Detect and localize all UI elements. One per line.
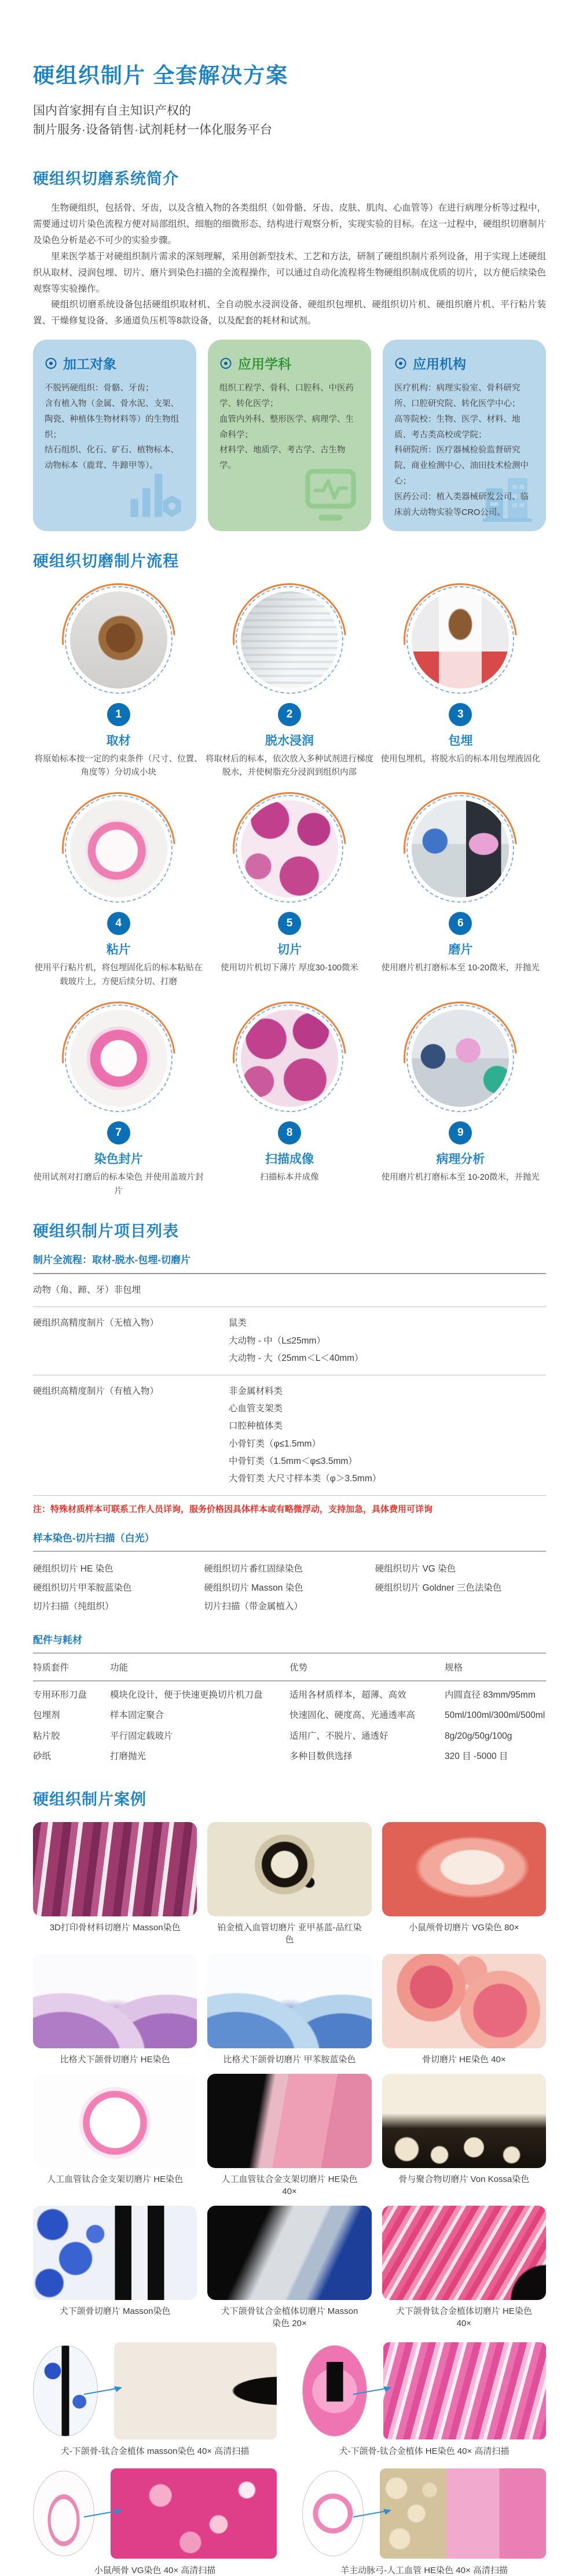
intro-paragraph: 硬组织切磨系统设备包括硬组织取材机、全自动脱水浸润设备、硬组织包埋机、硬组织切片机、硬组织磨片机、平行粘片装置、干燥修复设备、多通道负压机等8款设备，以及配套的耗材和试剂。	[33, 300, 546, 326]
scan-caption: 犬-下颌骨-钛合金植体 masson染色 40× 高清扫描	[60, 2446, 250, 2456]
table-row	[33, 1702, 546, 1722]
step-photo-frame	[406, 1004, 514, 1112]
project-item: 口腔种植体类	[229, 1421, 283, 1431]
divider	[33, 1551, 546, 1552]
table-row	[33, 1274, 546, 1307]
staining-grid	[33, 1560, 546, 1617]
case-image-bone-polymer-vonkossa	[382, 2074, 546, 2168]
step-photo-frame	[65, 1004, 173, 1112]
card-line: 科研院所：医疗器械检验监督研究院、商业检测中心、油田技术检测中心；	[394, 446, 529, 487]
step-description: 使用平行粘片机，将包埋固化后的标本粘贴在载玻片上，方便后续分切、打磨	[34, 963, 203, 987]
project-item: 大动物 - 大（25mm＜L＜40mm）	[229, 1353, 364, 1363]
case-image-dog-mandible-implant-he-40x	[382, 2206, 546, 2300]
case-image-dog-mandible-masson	[33, 2206, 197, 2300]
cell: 专用环形刀盘	[33, 1690, 87, 1700]
scan-panel	[33, 2468, 277, 2559]
card-line: 结石组织、化石、矿石、植物标本、动物标本（鹿茸、牛蹄甲等）。	[45, 446, 179, 471]
step-photo-frame	[236, 795, 343, 903]
scan-item	[302, 2342, 546, 2457]
scan-caption: 羊主动脉弓-人工血管 HE染色 40× 高清扫描	[340, 2565, 508, 2575]
step-photo-sectioning	[241, 800, 338, 897]
scan-panel	[302, 2468, 546, 2559]
step-number-badge: 6	[449, 912, 472, 935]
zoom-arrow-icon	[83, 2507, 123, 2520]
process-steps	[33, 586, 546, 1199]
table-header-row	[33, 1654, 546, 1681]
accessories-table	[33, 1654, 546, 1767]
flow-label: 制片全流程：取材-脱水-包埋-切磨片	[33, 1254, 190, 1266]
card-processing-objects	[33, 340, 196, 531]
project-item: 心血管支架类	[229, 1404, 283, 1414]
cell: 适用各材质样本，超薄、高效	[290, 1690, 406, 1700]
step-number-badge: 3	[449, 703, 472, 726]
card-line: 材料学、地质学、考古学、古生物学。	[219, 446, 346, 471]
special-note: 注：特殊材质样本可联系工作人员详询，服务价格因具体样本或有略微浮动，支持加急，具体费用可详询	[33, 1504, 433, 1515]
scan-item	[302, 2468, 546, 2576]
bullseye-icon	[394, 357, 407, 370]
case-caption: 人工血管钛合金支架切磨片 HE染色 40×	[221, 2174, 358, 2196]
case-cell	[207, 2206, 371, 2338]
scan-panel	[302, 2342, 546, 2439]
staining-column	[33, 1560, 204, 1617]
section-title-intro: 硬组织切磨系统简介	[33, 170, 179, 188]
staining-block	[33, 1530, 546, 1617]
project-name: 动物（角、蹄、牙）非包埋	[33, 1285, 141, 1296]
subtitle-line-1: 国内首家拥有自主知识产权的	[33, 104, 191, 117]
cell: 快速固化、硬度高、光通透率高	[290, 1710, 416, 1721]
scan-item	[33, 2468, 277, 2576]
staining-item: 切片扫描（纯组织）	[33, 1602, 114, 1612]
step-photo-frame	[236, 586, 343, 694]
project-item: 小骨钉类（φ≤1.5mm）	[229, 1438, 321, 1449]
process-step-3	[375, 586, 546, 781]
scan-panel	[33, 2342, 277, 2439]
process-step-5	[204, 795, 375, 989]
intro-paragraph: 生物硬组织，包括骨、牙齿，以及含植入物的各类组织（如骨骼、牙齿、皮肤、肌肉、心血管等）在进行病理分析等过程中，需要通过切片染色流程方便对局部组织、细胞的细微形态、结构进行观察分析，实现实验的目标。在这一过程中，硬组织切磨制片及染色分析是必不可少的实验步骤。	[33, 203, 546, 245]
step-title: 扫描成像	[265, 1153, 314, 1166]
case-caption: 3D打印骨材料切磨片 Masson染色	[49, 1922, 181, 1933]
case-cell	[382, 1954, 546, 2074]
project-items	[229, 1383, 546, 1488]
staining-column	[375, 1560, 546, 1617]
case-caption: 比格犬下颌骨切磨片 甲苯胺蓝染色	[223, 2054, 356, 2065]
project-item: 鼠类	[229, 1318, 247, 1329]
step-photo-frame	[236, 1004, 343, 1112]
step-photo-embedding	[412, 591, 509, 689]
staining-heading: 样本染色-切片扫描（白光）	[33, 1533, 155, 1544]
cell: 粘片胶	[33, 1731, 60, 1741]
staining-item: 硬组织切片 VG 染色	[375, 1564, 456, 1574]
card-line: 医药公司：植入类器械研发公司、临床前大动物实验等CRO公司。	[394, 492, 529, 517]
step-photo-scanning	[241, 1010, 338, 1107]
intro-paragraph: 里来医学基于对硬组织制片需求的深刻理解，采用创新型技术、工艺和方法，研制了硬组织制片系列设备，用于实现上述硬组织从取材、浸润包埋、切片、磨片到染色扫描的全流程操作，可以通过自动化流程将生物硬组织制成优质的切片，以方便后续染色观察等实验操作。	[33, 251, 546, 294]
card-title: 加工对象	[63, 356, 116, 372]
case-image-dog-mandible-implant-masson-20x	[207, 2206, 371, 2300]
info-cards	[33, 340, 546, 531]
scan-caption: 犬-下颌骨-钛合金植体 HE染色 40× 高清扫描	[339, 2446, 510, 2456]
accessories-heading: 配件与耗材	[33, 1634, 82, 1646]
case-caption: 骨切磨片 HE染色 40×	[422, 2054, 506, 2065]
cell: 适用广、不脱片、通透好	[290, 1731, 389, 1741]
project-name: 硬组织高精度制片（有植入物）	[33, 1386, 159, 1396]
column-header: 功能	[110, 1662, 129, 1673]
case-image-beagle-mandible-toluidine	[207, 1954, 371, 2048]
page-title: 硬组织制片 全套解决方案	[33, 64, 289, 87]
process-step-6	[375, 795, 546, 989]
scan-detail-image	[111, 2468, 277, 2559]
cell: 50ml/100ml/300ml/500ml	[445, 1710, 545, 1721]
table-row	[33, 1723, 546, 1743]
step-description: 扫描标本并成像	[260, 1173, 319, 1183]
case-caption: 犬下颌骨钛合金植体切磨片 HE染色 40×	[395, 2306, 532, 2328]
cell: 320 目 -5000 目	[445, 1751, 508, 1762]
staining-item: 硬组织切片番红固绿染色	[204, 1564, 303, 1574]
staining-item: 硬组织切片甲苯胺蓝染色	[33, 1583, 132, 1593]
table-row	[33, 1681, 546, 1702]
table-row	[33, 1307, 546, 1375]
card-line: 不脱钙硬组织：骨骼、牙齿；	[45, 384, 154, 393]
case-cell	[382, 2206, 546, 2338]
step-title: 取材	[106, 734, 131, 748]
project-item: 大动物 - 中（L≤25mm）	[229, 1335, 325, 1346]
cell: 内圆直径 83mm/95mm	[445, 1690, 536, 1700]
scan-row	[33, 2342, 546, 2457]
case-caption: 人工血管钛合金支架切磨片 HE染色	[47, 2174, 184, 2184]
case-cell	[33, 2206, 197, 2338]
case-gallery	[33, 1822, 546, 2338]
step-number-badge: 9	[449, 1121, 472, 1145]
case-cell	[33, 2074, 197, 2206]
table-row	[33, 1375, 546, 1496]
intro-paragraphs	[33, 200, 546, 329]
case-caption: 犬下颌骨切磨片 Masson染色	[59, 2306, 171, 2316]
table-body	[33, 1681, 546, 1767]
cell: 多种目数供选择	[290, 1751, 353, 1762]
step-description: 将取材后的标本，依次放入多种试剂进行梯度脱水，并使树脂充分浸润到组织内部	[205, 754, 373, 778]
card-application-disciplines	[208, 340, 371, 531]
project-item: 非金属材料类	[229, 1386, 283, 1396]
case-cell	[207, 2074, 371, 2206]
section-title-cases: 硬组织制片案例	[33, 1790, 146, 1808]
project-items	[229, 1315, 546, 1367]
step-number-badge: 4	[107, 912, 130, 935]
step-description: 使用切片机切下薄片 厚度30-100微米	[221, 963, 358, 973]
process-step-7	[33, 1004, 204, 1199]
case-caption: 比格犬下颌骨切磨片 HE染色	[60, 2054, 170, 2065]
step-photo-frame	[406, 795, 514, 903]
projects-table	[33, 1273, 546, 1496]
case-image-masson-3d-bone	[33, 1822, 197, 1916]
project-item: 大骨钉类 大尺寸样本类（φ＞3.5mm）	[229, 1474, 382, 1484]
case-cell	[382, 1822, 546, 1954]
scan-caption: 小鼠颅骨 VG染色 40× 高清扫描	[94, 2565, 216, 2575]
bullseye-icon	[45, 357, 57, 370]
step-photo-mounting	[70, 800, 167, 897]
card-title: 应用学科	[238, 356, 291, 372]
step-photo-pathology	[412, 1010, 509, 1107]
step-title: 包埋	[448, 734, 473, 748]
process-step-9	[375, 1004, 546, 1199]
case-caption: 犬下颌骨钛合金植体切磨片 Masson染色 20×	[221, 2306, 358, 2328]
case-cell	[207, 1822, 371, 1954]
card-title: 应用机构	[413, 356, 466, 372]
step-title: 染色封片	[94, 1153, 143, 1166]
scan-row	[33, 2468, 546, 2576]
case-image-vessel-stent-he	[33, 2074, 197, 2168]
scan-detail-image	[380, 2468, 546, 2559]
cell: 包埋剂	[33, 1710, 60, 1721]
step-photo-frame	[65, 795, 173, 903]
page-subtitle	[33, 102, 546, 139]
column-header: 特质套件	[33, 1662, 69, 1673]
case-caption: 小鼠颅骨切磨片 VG染色 80×	[409, 1922, 519, 1933]
step-title: 粘片	[106, 943, 131, 957]
step-photo-grinding	[412, 800, 509, 897]
cell: 8g/20g/50g/100g	[445, 1731, 512, 1741]
accessories-block	[33, 1632, 546, 1767]
step-photo-sampling	[70, 591, 167, 689]
step-description: 使用磨片机打磨标本至 10-20微米，并抛光	[381, 963, 540, 973]
zoom-arrow-icon	[352, 2384, 393, 2398]
step-description: 将原始标本按一定的约束条件（尺寸、位置、角度等）分切成小块	[34, 754, 203, 778]
cell: 平行固定载玻片	[110, 1731, 173, 1741]
card-line: 含有植入物（金属、骨水泥、支架、陶瓷、种植体生物材料等）的生物组织；	[45, 399, 179, 440]
card-line: 医疗机构：病理实验室、骨科研究所、口腔研究院、转化医学中心；	[394, 384, 521, 409]
step-description: 使用试剂对打磨后的标本染色 并使用盖玻片封片	[33, 1173, 204, 1197]
column-header: 规格	[445, 1662, 463, 1673]
card-line: 组织工程学、骨科、口腔科、中医药学、转化医学；	[219, 384, 354, 409]
case-image-platinum-coil-vessel	[207, 1822, 371, 1916]
step-photo-frame	[65, 586, 173, 694]
step-number-badge: 5	[278, 912, 301, 935]
zoom-arrow-icon	[352, 2507, 393, 2520]
step-photo-frame	[406, 586, 514, 694]
step-number-badge: 1	[107, 703, 130, 726]
case-caption: 骨与聚合物切磨片 Von Kossa染色	[398, 2174, 530, 2184]
staining-item: 硬组织切片 Goldner 三色法染色	[375, 1583, 502, 1593]
card-application-institutions	[383, 340, 546, 531]
step-title: 磨片	[448, 943, 473, 957]
step-photo-dehydration	[241, 591, 338, 689]
process-step-4	[33, 795, 204, 989]
table-row	[33, 1743, 546, 1763]
staining-item: 硬组织切片 HE 染色	[33, 1564, 113, 1574]
step-title: 切片	[277, 943, 302, 957]
process-step-2	[204, 586, 375, 781]
case-image-beagle-mandible-he	[33, 1954, 197, 2048]
staining-item: 切片扫描（带金属植入）	[204, 1602, 303, 1612]
staining-column	[204, 1560, 375, 1617]
case-cell	[33, 1822, 197, 1954]
step-title: 脱水浸润	[265, 734, 314, 748]
process-step-1	[33, 586, 204, 781]
card-line: 血管内外科、整形医学、病理学、生命科学；	[219, 414, 354, 440]
step-description: 使用包埋机，将脱水后的标本用包埋液固化	[380, 754, 541, 764]
step-number-badge: 7	[107, 1121, 130, 1145]
scan-item	[33, 2342, 277, 2457]
cell: 模块化设计，便于快速更换切片机刀盘	[110, 1690, 263, 1700]
case-caption: 铂金植入血管切磨片 亚甲基蓝-品红染色	[217, 1922, 362, 1945]
case-cell	[382, 2074, 546, 2206]
step-description: 使用磨片机打磨标本至 10-20微米，并抛光	[381, 1173, 540, 1183]
case-image-mouse-skull-vg	[382, 1822, 546, 1916]
case-cell	[33, 1954, 197, 2074]
section-title-projects: 硬组织制片项目列表	[33, 1223, 179, 1241]
scan-detail-image	[383, 2342, 546, 2439]
project-item: 中骨钉类（1.5mm＜φ≤3.5mm）	[229, 1456, 357, 1466]
cell: 砂纸	[33, 1751, 52, 1762]
step-number-badge: 8	[278, 1121, 301, 1145]
bullseye-icon	[219, 357, 232, 370]
cell: 样本固定聚合	[110, 1710, 164, 1721]
subtitle-line-2: 制片服务·设备销售·试剂耗材一体化服务平台	[33, 123, 272, 137]
case-image-vessel-stent-he-40x	[207, 2074, 371, 2168]
process-step-8	[204, 1004, 375, 1199]
project-name: 硬组织高精度制片（无植入物）	[33, 1318, 159, 1329]
scan-detail-image	[114, 2342, 277, 2439]
section-title-process: 硬组织切磨制片流程	[33, 552, 179, 570]
staining-item: 硬组织切片 Masson 染色	[204, 1583, 303, 1593]
step-title: 病理分析	[436, 1153, 485, 1166]
case-cell	[207, 1954, 371, 2074]
zoom-arrow-icon	[83, 2384, 123, 2398]
card-line: 高等院校：生物、医学、材料、地质、考古类高校或学院；	[394, 414, 521, 440]
cell: 打磨抛光	[110, 1751, 146, 1762]
case-image-bone-he-40x	[382, 1954, 546, 2048]
column-header: 优势	[290, 1662, 308, 1673]
step-photo-staining	[70, 1010, 167, 1107]
step-number-badge: 2	[278, 703, 301, 726]
